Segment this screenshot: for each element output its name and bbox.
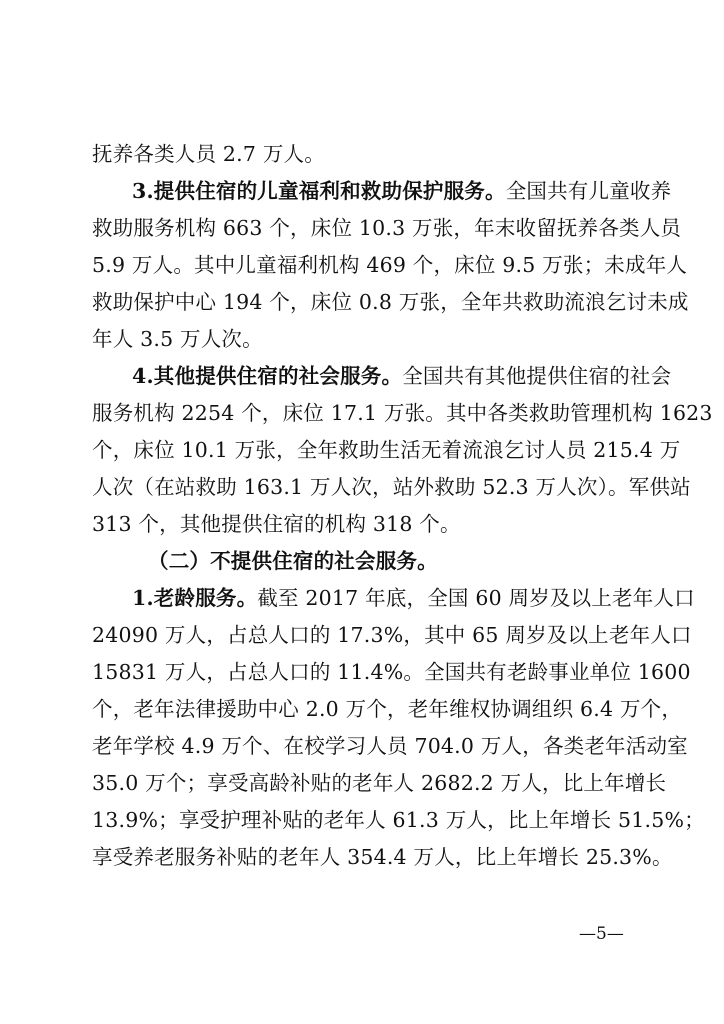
body-line: 24090 万人，占总人口的 17.3%，其中 65 周岁及以上老年人口 <box>92 623 692 647</box>
section-text: 截至 2017 年底，全国 60 周岁及以上老年人口 <box>257 586 695 610</box>
body-line: 年人 3.5 万人次。 <box>92 327 263 351</box>
body-line: 人次（在站救助 163.1 万人次，站外救助 52.3 万人次）。军供站 <box>92 475 691 499</box>
body-line: 35.0 万个；享受高龄补贴的老年人 2682.2 万人，比上年增长 <box>92 771 667 795</box>
page-number: —5— <box>579 924 624 944</box>
section-paragraph-start <box>132 178 672 204</box>
body-line: 享受养老服务补贴的老年人 354.4 万人，比上年增长 25.3%。 <box>92 845 673 869</box>
body-line: 老年学校 4.9 万个、在校学习人员 704.0 万人，各类老年活动室 <box>92 734 688 758</box>
body-line: 救助保护中心 194 个，床位 0.8 万张，全年共救助流浪乞讨未成 <box>92 290 689 314</box>
section-lead: 4.其他提供住宿的社会服务。 <box>132 364 403 388</box>
section-paragraph-start <box>132 585 695 611</box>
body-line: 服务机构 2254 个，床位 17.1 万张。其中各类救助管理机构 1623 <box>92 401 713 425</box>
body-line: 个，老年法律援助中心 2.0 万个，老年维权协调组织 6.4 万个， <box>92 697 683 721</box>
body-line: 313 个，其他提供住宿的机构 318 个。 <box>92 512 461 536</box>
section-lead: 1.老龄服务。 <box>132 586 258 610</box>
section-heading: （二）不提供住宿的社会服务。 <box>148 549 438 573</box>
body-line: 5.9 万人。其中儿童福利机构 469 个，床位 9.5 万张；未成年人 <box>92 253 688 277</box>
section-lead: 3.提供住宿的儿童福利和救助保护服务。 <box>132 179 506 203</box>
body-line: 13.9%；享受护理补贴的老年人 61.3 万人，比上年增长 51.5%； <box>92 808 705 832</box>
section-paragraph-start <box>132 363 672 389</box>
section-text: 全国共有儿童收养 <box>505 179 672 203</box>
body-line: 15831 万人，占总人口的 11.4%。全国共有老龄事业单位 1600 <box>92 660 691 684</box>
body-line: 救助服务机构 663 个，床位 10.3 万张，年末收留抚养各类人员 <box>92 216 682 240</box>
section-text: 全国共有其他提供住宿的社会 <box>402 364 672 388</box>
body-line: 个，床位 10.1 万张，全年救助生活无着流浪乞讨人员 215.4 万 <box>92 438 681 462</box>
body-line: 抚养各类人员 2.7 万人。 <box>92 142 325 166</box>
